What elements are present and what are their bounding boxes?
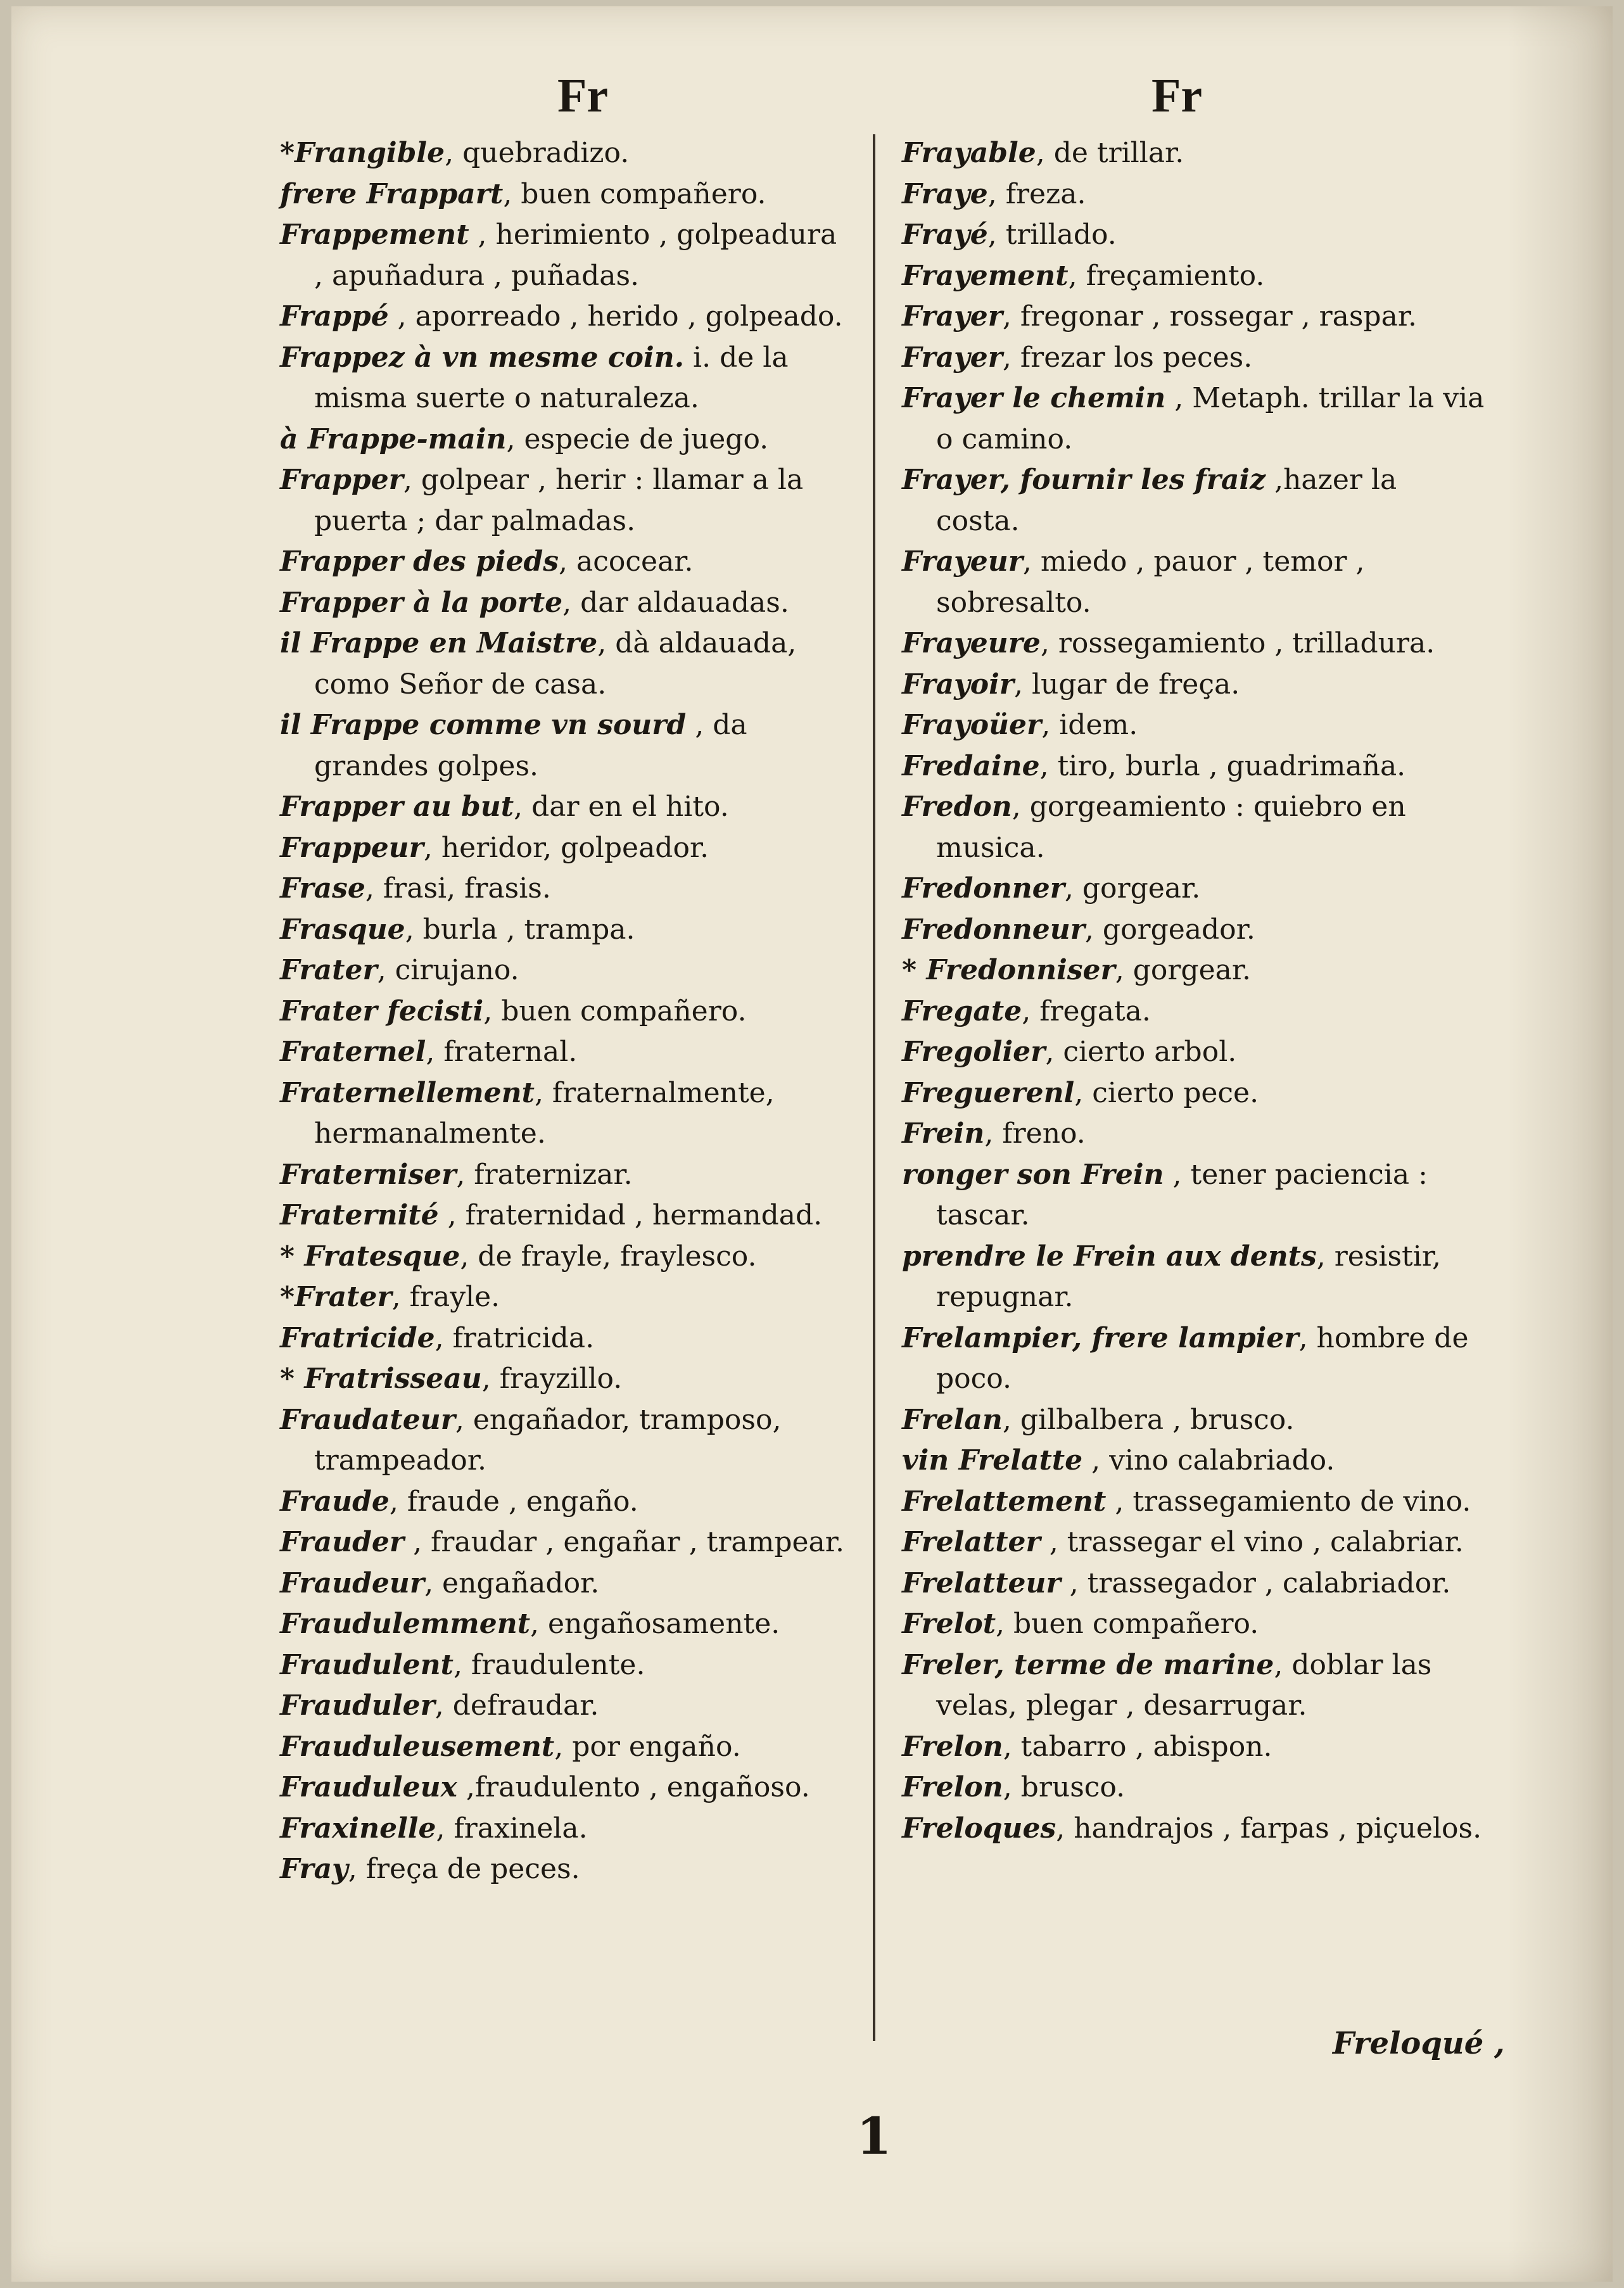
entry-headword: Frelattement	[902, 1485, 1107, 1518]
entry-headword: Frayoir	[902, 668, 1014, 701]
entry-definition: , frayle.	[391, 1281, 500, 1313]
dictionary-entry	[280, 787, 850, 828]
dictionary-entry	[280, 1277, 850, 1318]
entry-headword: Frein	[902, 1117, 985, 1150]
entry-definition: , cirujano.	[377, 954, 519, 986]
running-head-right: Fr	[1151, 69, 1203, 122]
entry-headword: à Frappe-main	[280, 423, 507, 455]
entry-headword: ronger son Frein	[902, 1158, 1164, 1191]
entry-definition: , defraudar.	[435, 1689, 599, 1722]
entry-headword: Frappement	[280, 219, 469, 251]
dictionary-entry	[280, 1318, 850, 1359]
entry-definition: , resistir, repugnar.	[936, 1240, 1441, 1313]
dictionary-entry	[902, 910, 1485, 951]
dictionary-entry	[280, 1236, 850, 1278]
dictionary-entry	[902, 174, 1485, 215]
entry-headword: * Fratesque	[280, 1240, 460, 1273]
dictionary-entry	[280, 460, 850, 542]
entry-headword: Fredonner	[902, 872, 1065, 905]
entry-definition: , idem.	[1041, 709, 1138, 741]
running-head-left: Fr	[557, 69, 609, 122]
dictionary-entry	[280, 1155, 850, 1196]
entry-headword: Freguerenl	[902, 1076, 1075, 1109]
entry-headword: Frayer le chemin	[902, 382, 1166, 414]
entry-definition: , gorgear.	[1064, 872, 1201, 905]
entry-headword: Frelampier, frere lampier	[902, 1321, 1299, 1354]
entry-definition: , da grandes golpes.	[314, 709, 747, 782]
entry-definition: , trillado.	[987, 219, 1117, 251]
dictionary-entry	[902, 296, 1485, 338]
entry-definition: , fregonar , rossegar , raspar.	[1002, 300, 1417, 333]
dictionary-entry	[902, 460, 1485, 542]
entry-headword: Frayeur	[902, 545, 1023, 578]
signature-mark: 1	[856, 2106, 892, 2166]
entry-definition: , especie de juego.	[506, 423, 769, 455]
dictionary-entry	[280, 1359, 850, 1400]
entry-headword: Frayé	[902, 219, 988, 251]
dictionary-entry	[280, 583, 850, 624]
dictionary-entry	[902, 746, 1485, 787]
entry-definition: , tener paciencia : tascar.	[936, 1158, 1428, 1231]
entry-headword: Fraude	[280, 1485, 390, 1518]
entry-headword: Frayoüer	[902, 709, 1042, 741]
entry-definition: , acocear.	[559, 545, 694, 578]
dictionary-entry	[280, 296, 850, 338]
entry-definition: , trassegador , calabriador.	[1060, 1567, 1451, 1599]
dictionary-entry	[280, 1482, 850, 1523]
entry-headword: Frauduleusement	[280, 1730, 555, 1763]
entry-definition: , doblar las velas, plegar , desarrugar.	[936, 1648, 1432, 1722]
dictionary-entry	[902, 1236, 1485, 1318]
entry-definition: i. de la misma suerte o naturaleza.	[314, 341, 789, 414]
entry-definition: , buen compañero.	[503, 177, 766, 210]
entry-definition: , fraternal.	[426, 1036, 578, 1068]
entry-definition: , trassegar el vino , calabriar.	[1040, 1526, 1464, 1558]
dictionary-entry	[280, 910, 850, 951]
dictionary-entry	[902, 256, 1485, 297]
dictionary-entry	[280, 705, 850, 787]
entry-headword: vin Frelatte	[902, 1444, 1083, 1477]
entry-headword: Frauder	[280, 1526, 405, 1558]
dictionary-entry	[280, 1808, 850, 1850]
entry-headword: Frappez à vn mesme coin.	[280, 341, 685, 374]
dictionary-entry	[902, 991, 1485, 1033]
entry-definition: , freno.	[984, 1117, 1086, 1150]
entry-headword: *Frangible	[280, 137, 445, 169]
entry-definition: , dar aldauadas.	[562, 586, 789, 619]
entry-headword: Fraye	[902, 177, 988, 210]
dictionary-entry	[902, 1727, 1485, 1768]
entry-definition: , fregata.	[1022, 995, 1151, 1027]
dictionary-entry	[280, 1686, 850, 1727]
dictionary-entry	[902, 868, 1485, 910]
dictionary-entry	[902, 664, 1485, 706]
dictionary-entry	[902, 1604, 1485, 1645]
entry-definition: , golpear , herir : llamar a la puerta ; dar palmadas.	[314, 464, 804, 537]
entry-definition: , aporreado , herido , golpeado.	[388, 300, 843, 333]
dictionary-entry	[280, 1522, 850, 1563]
entry-definition: , por engaño.	[554, 1730, 741, 1763]
column-divider	[873, 134, 875, 2041]
dictionary-entry	[902, 1032, 1485, 1073]
dictionary-entry	[280, 1073, 850, 1155]
dictionary-entry	[280, 215, 850, 296]
entry-definition: , gilbalbera , brusco.	[1002, 1403, 1295, 1436]
entry-headword: Frapper à la porte	[280, 586, 563, 619]
dictionary-entry	[902, 1808, 1485, 1850]
dictionary-entry	[902, 1767, 1485, 1808]
entry-headword: Fraternel	[280, 1036, 426, 1068]
entry-definition: , freça de peces.	[348, 1853, 580, 1885]
entry-definition: , lugar de freça.	[1013, 668, 1240, 701]
dictionary-entry	[280, 174, 850, 215]
entry-definition: , cierto pece.	[1074, 1076, 1259, 1109]
dictionary-entry	[902, 705, 1485, 746]
entry-definition: , dar en el hito.	[514, 791, 729, 823]
dictionary-entry	[280, 868, 850, 910]
dictionary-entry	[902, 1440, 1485, 1482]
entry-definition: , vino calabriado.	[1082, 1444, 1335, 1477]
dictionary-entry	[280, 1400, 850, 1482]
entry-headword: prendre le Frein aux dents	[902, 1240, 1317, 1273]
entry-headword: Frayement	[902, 259, 1069, 292]
entry-headword: Fratricide	[280, 1321, 435, 1354]
entry-headword: Fredaine	[902, 749, 1040, 782]
entry-definition: , burla , trampa.	[405, 913, 635, 946]
entry-headword: Fraterniser	[280, 1158, 457, 1191]
dictionary-entry	[280, 1767, 850, 1808]
entry-definition: , gorgear.	[1115, 954, 1252, 986]
dictionary-entry	[902, 338, 1485, 379]
entry-headword: frere Frappart	[280, 177, 504, 210]
dictionary-entry	[902, 1522, 1485, 1563]
entry-headword: Fregolier	[902, 1036, 1046, 1068]
entry-headword: Fredonneur	[902, 913, 1085, 946]
entry-headword: * Fredonniser	[902, 954, 1115, 986]
entry-definition: , fraudar , engañar , trampear.	[404, 1526, 844, 1558]
entry-definition: , miedo , pauor , temor , sobresalto.	[936, 545, 1365, 619]
entry-headword: Frauduler	[280, 1689, 435, 1722]
dictionary-entry	[902, 1073, 1485, 1114]
entry-definition: , hombre de poco.	[936, 1321, 1469, 1395]
entry-headword: Frelot	[902, 1608, 996, 1640]
dictionary-entry	[902, 1155, 1485, 1236]
entry-definition: , freza.	[987, 177, 1086, 210]
entry-headword: Frelon	[902, 1730, 1003, 1763]
entry-headword: Frapper au but	[280, 791, 514, 823]
dictionary-entry	[902, 133, 1485, 174]
entry-definition: , dà aldauada, como Señor de casa.	[314, 627, 797, 701]
dictionary-entry	[902, 1563, 1485, 1605]
entry-headword: Frayable	[902, 137, 1036, 169]
dictionary-entry	[902, 1318, 1485, 1400]
dictionary-entry	[902, 950, 1485, 991]
dictionary-entry	[280, 950, 850, 991]
dictionary-entry	[902, 623, 1485, 664]
entry-definition: , gorgeador.	[1084, 913, 1255, 946]
catchword: Freloqué ,	[1333, 2026, 1505, 2061]
entry-definition: , fratricida.	[435, 1321, 595, 1354]
entry-definition: ,fraudulento , engañoso.	[457, 1771, 810, 1803]
entry-headword: Frase	[280, 872, 365, 905]
entry-definition: , fraternalmente, hermanalmente.	[314, 1076, 775, 1150]
entry-headword: Fraudulemment	[280, 1608, 531, 1640]
dictionary-entry	[280, 1032, 850, 1073]
entry-headword: Frelon	[902, 1771, 1003, 1803]
entry-headword: Fraxinelle	[280, 1812, 436, 1845]
dictionary-entry	[902, 378, 1485, 460]
entry-headword: Freloques	[902, 1812, 1056, 1845]
dictionary-entry	[902, 542, 1485, 623]
entry-definition: , gorgeamiento : quiebro en musica.	[936, 791, 1406, 864]
entry-headword: Frelan	[902, 1403, 1003, 1436]
dictionary-entry	[902, 1114, 1485, 1155]
entry-headword: Frelatteur	[902, 1567, 1061, 1599]
entry-headword: il Frappe comme vn sourd	[280, 709, 687, 741]
entry-headword: Frapper	[280, 464, 403, 496]
entry-definition: , de trillar.	[1036, 137, 1184, 169]
entry-definition: , handrajos , farpas , piçuelos.	[1056, 1812, 1482, 1845]
entry-headword: Frayeure	[902, 627, 1041, 659]
dictionary-entry	[280, 542, 850, 583]
dictionary-entry	[280, 1645, 850, 1686]
entry-headword: Frappeur	[280, 831, 424, 864]
entry-definition: ,hazer la costa.	[936, 464, 1397, 537]
entry-definition: , tiro, burla , guadrimaña.	[1039, 749, 1406, 782]
entry-definition: , fraudulente.	[453, 1648, 645, 1681]
entry-definition: , rossegamiento , trilladura.	[1040, 627, 1435, 659]
entry-definition: , buen compañero.	[483, 995, 747, 1027]
entry-definition: , Metaph. trillar la via o camino.	[936, 382, 1485, 455]
entry-definition: , fraternidad , hermandad.	[438, 1199, 823, 1231]
dictionary-entry	[902, 1645, 1485, 1727]
entry-definition: , herimiento , golpeadura , apuñadura , puñadas.	[314, 219, 837, 292]
dictionary-entry	[280, 1195, 850, 1236]
entry-headword: * Fratrisseau	[280, 1363, 482, 1395]
entry-headword: Fraternité	[280, 1199, 439, 1231]
entry-headword: Fregate	[902, 995, 1022, 1027]
entry-headword: *Frater	[280, 1281, 392, 1313]
entry-headword: Frayer	[902, 341, 1003, 374]
entry-headword: Frappé	[280, 300, 389, 333]
entry-definition: , engañosamente.	[530, 1608, 780, 1640]
dictionary-entry	[280, 623, 850, 705]
entry-definition: , fraxinela.	[436, 1812, 588, 1845]
dictionary-entry	[280, 1604, 850, 1645]
dictionary-entry	[902, 787, 1485, 868]
entry-headword: il Frappe en Maistre	[280, 627, 598, 659]
entry-definition: , de frayle, fraylesco.	[460, 1240, 757, 1273]
entry-headword: Fraudeur	[280, 1567, 425, 1599]
entry-headword: Fraudateur	[280, 1403, 455, 1436]
entry-headword: Frayer	[902, 300, 1003, 333]
page-edge-shadow	[1507, 6, 1613, 2282]
entry-definition: , trassegamiento de vino.	[1106, 1485, 1471, 1518]
entry-headword: Frauduleux	[280, 1771, 457, 1803]
entry-headword: Frasque	[280, 913, 405, 946]
entry-definition: , heridor, golpeador.	[423, 831, 709, 864]
entry-definition: , frezar los peces.	[1002, 341, 1253, 374]
entry-headword: Fray	[280, 1853, 348, 1885]
entry-headword: Fredon	[902, 791, 1012, 823]
entry-definition: , cierto arbol.	[1045, 1036, 1237, 1068]
entry-headword: Freler, terme de marine	[902, 1648, 1274, 1681]
entry-definition: , frasi, frasis.	[365, 872, 551, 905]
entry-headword: Frapper des pieds	[280, 545, 559, 578]
entry-headword: Fraternellement	[280, 1076, 535, 1109]
entry-headword: Frater fecisti	[280, 995, 484, 1027]
left-column	[280, 133, 850, 1890]
entry-definition: , engañador, tramposo, trampeador.	[314, 1403, 782, 1477]
dictionary-entry	[902, 1482, 1485, 1523]
entry-headword: Frayer, fournir les fraiz	[902, 464, 1266, 496]
entry-definition: , tabarro , abispon.	[1003, 1730, 1272, 1763]
right-column	[902, 133, 1485, 1849]
entry-definition: , freçamiento.	[1068, 259, 1265, 292]
dictionary-entry	[280, 1727, 850, 1768]
entry-headword: Frater	[280, 954, 377, 986]
entry-definition: , engañador.	[424, 1567, 600, 1599]
dictionary-entry	[280, 133, 850, 174]
entry-definition: , buen compañero.	[996, 1608, 1259, 1640]
dictionary-entry	[280, 828, 850, 869]
dictionary-entry	[902, 1400, 1485, 1441]
entry-definition: , quebradizo.	[445, 137, 630, 169]
dictionary-entry	[280, 991, 850, 1033]
entry-headword: Fraudulent	[280, 1648, 454, 1681]
entry-definition: , brusco.	[1003, 1771, 1126, 1803]
entry-definition: , fraude , engaño.	[389, 1485, 638, 1518]
entry-definition: , frayzillo.	[481, 1363, 623, 1395]
dictionary-entry	[280, 1849, 850, 1890]
dictionary-entry	[280, 1563, 850, 1605]
dictionary-entry	[280, 419, 850, 461]
dictionary-entry	[280, 338, 850, 419]
dictionary-entry	[902, 215, 1485, 256]
entry-headword: Frelatter	[902, 1526, 1041, 1558]
entry-definition: , fraternizar.	[456, 1158, 633, 1191]
